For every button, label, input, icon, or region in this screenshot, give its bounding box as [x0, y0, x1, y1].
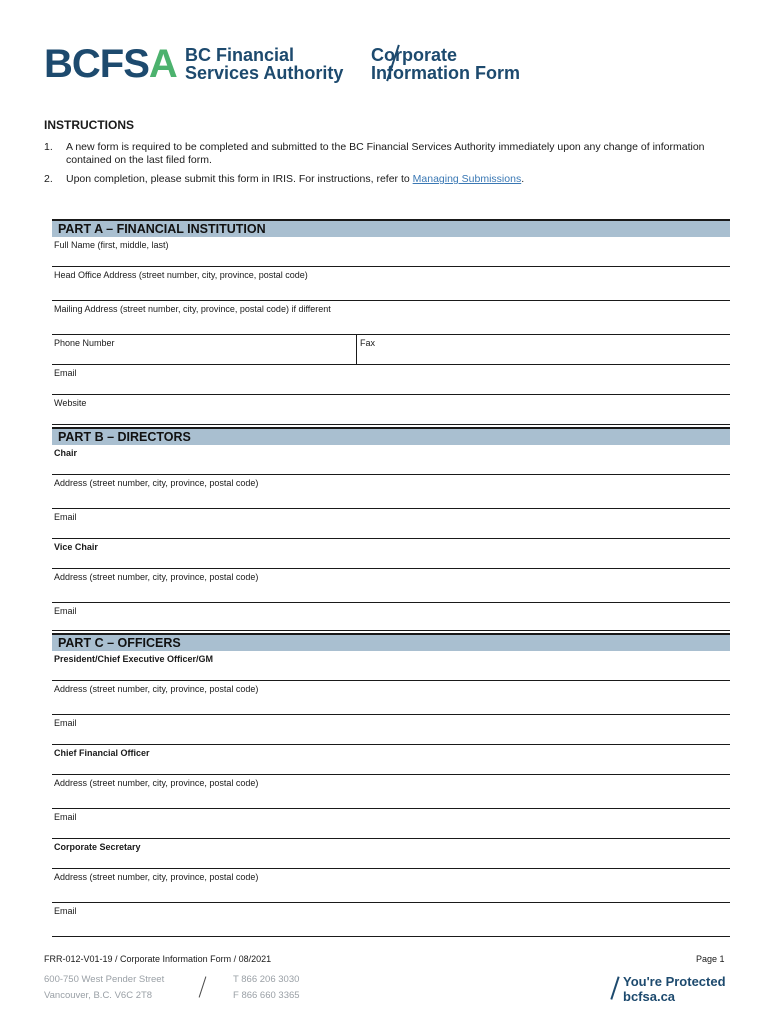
chair-address-field[interactable]: Address (street number, city, province, postal code) [52, 475, 730, 509]
secretary-address-field[interactable]: Address (street number, city, province, postal code) [52, 869, 730, 903]
email-field[interactable]: Email [52, 365, 730, 395]
chair-field[interactable]: Chair [52, 445, 730, 475]
bcfsa-logo: BCFSA [44, 42, 177, 86]
website-link[interactable]: bcfsa.ca [623, 989, 676, 1004]
page-number: Page 1 [696, 954, 725, 964]
part-a-heading: PART A – FINANCIAL INSTITUTION [52, 219, 730, 237]
secretary-email-field[interactable]: Email [52, 903, 730, 937]
vice-chair-field[interactable]: Vice Chair [52, 539, 730, 569]
chair-email-field[interactable]: Email [52, 509, 730, 539]
office-address: 600-750 West Pender Street Vancouver, B.C. V6C 2T8 [44, 974, 165, 1001]
website-field[interactable]: Website [52, 395, 730, 425]
corporate-secretary-field[interactable]: Corporate Secretary [52, 839, 730, 869]
vice-chair-email-field[interactable]: Email [52, 603, 730, 631]
part-a-section [52, 219, 730, 425]
contact-numbers: T 866 206 3030 F 866 660 3365 [233, 974, 300, 1001]
instruction-item-1: 1. A new form is required to be completed and submitted to the BC Financial Services Authority immediately upon any change of information contained on the last filed form. [44, 141, 705, 166]
part-b-heading: PART B – DIRECTORS [52, 427, 730, 445]
phone-field[interactable]: Phone Number [54, 338, 115, 348]
part-c-section [52, 633, 730, 937]
cfo-email-field[interactable]: Email [52, 809, 730, 839]
full-name-field[interactable]: Full Name (first, middle, last) [52, 237, 730, 267]
cfo-field[interactable]: Chief Financial Officer [52, 745, 730, 775]
instructions [44, 118, 724, 192]
cfo-address-field[interactable]: Address (street number, city, province, postal code) [52, 775, 730, 809]
part-b-section [52, 427, 730, 631]
mailing-address-field[interactable]: Mailing Address (street number, city, province, postal code) if different [52, 301, 730, 335]
tagline: You're Protected bcfsa.ca [623, 974, 726, 1004]
form-title: Corporate Information Form [371, 45, 520, 83]
ceo-email-field[interactable]: Email [52, 715, 730, 745]
ceo-address-field[interactable]: Address (street number, city, province, postal code) [52, 681, 730, 715]
organization-name: BC Financial Services Authority [185, 45, 344, 83]
managing-submissions-link[interactable]: Managing Submissions [412, 173, 522, 185]
vice-chair-address-field[interactable]: Address (street number, city, province, postal code) [52, 569, 730, 603]
page-header [44, 42, 604, 88]
instructions-heading: INSTRUCTIONS [44, 118, 134, 132]
footer-divider [199, 976, 207, 997]
part-c-heading: PART C – OFFICERS [52, 633, 730, 651]
fax-field[interactable]: Fax [356, 335, 375, 364]
tagline-slash [610, 976, 619, 999]
head-office-address-field[interactable]: Head Office Address (street number, city, province, postal code) [52, 267, 730, 301]
ceo-field[interactable]: President/Chief Executive Officer/GM [52, 651, 730, 681]
instruction-item-2: 2. Upon completion, please submit this form in IRIS. For instructions, refer to Managing Submissions. [44, 173, 525, 185]
form-id: FRR-012-V01-19 / Corporate Information Form / 08/2021 [44, 954, 272, 964]
phone-fax-row [52, 335, 730, 365]
